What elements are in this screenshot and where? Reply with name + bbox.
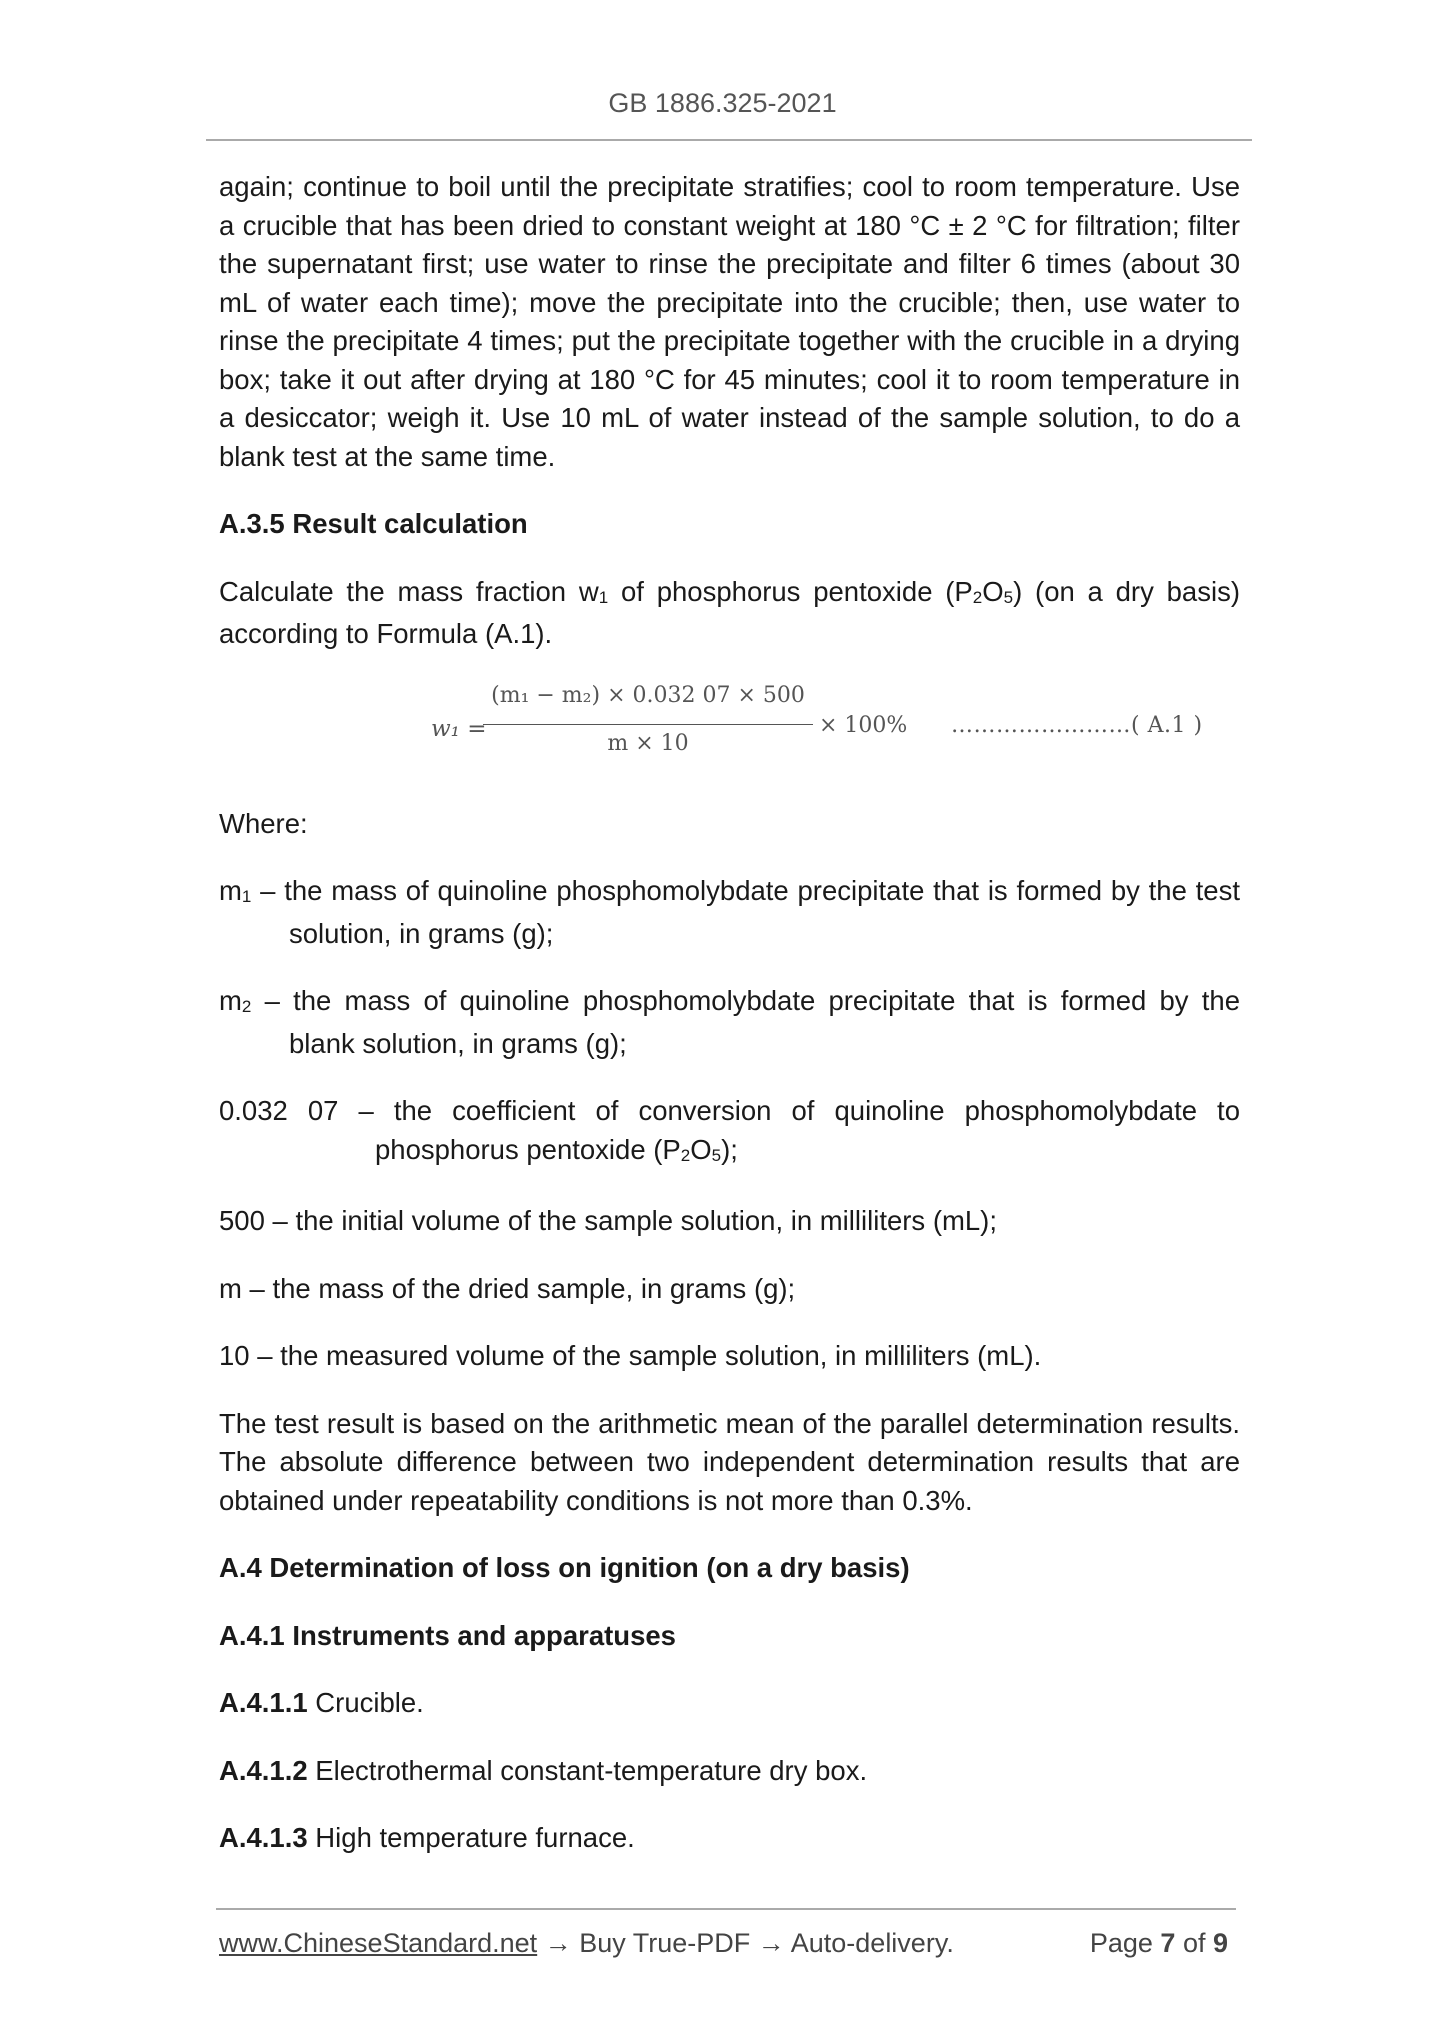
of-label: of (1175, 1928, 1213, 1958)
calc-text-a: Calculate the mass fraction w (219, 575, 599, 607)
calc-sub-3: 5 (1003, 587, 1014, 607)
calc-text-c: O (982, 575, 1004, 607)
header-divider (206, 139, 1252, 141)
definition-m2-text: – the mass of quinoline phosphomolybdate precipitate that is formed by the blank solution, in grams (g); (251, 985, 1240, 1059)
page-total: 9 (1212, 1928, 1228, 1958)
item-text: High temperature furnace. (307, 1822, 635, 1853)
page-body (219, 168, 1240, 1887)
formula-numerator: (m₁ − m₂) × 0.032 07 × 500 (491, 682, 805, 708)
footer-divider (216, 1908, 1236, 1910)
calculation-intro (219, 573, 1240, 654)
formula-reference: ……………………( A.1 ) (951, 712, 1203, 738)
list-item-a413 (219, 1819, 1240, 1858)
definition-10: 10 – the measured volume of the sample solution, in milliliters (mL). (219, 1340, 1042, 1371)
intro-paragraph: again; continue to boil until the precipitate stratifies; cool to room temperature. Use a crucible that has been dried to constant weight at 180 °C ± 2 °C for filtration; filter the supernatant first; use water to rinse the precipitate and filter 6 times (about 30 mL of water each time); move the precipitate into the crucible; then, use water to rinse the precipitate 4 times; put the precipitate together with the crucible in a drying box; take it out after drying at 180 °C for 45 minutes; cool it to room temperature in a desiccator; weigh it. Use 10 mL of water instead of the sample solution, to do a blank test at the same time. (219, 171, 1240, 472)
definition-m2 (219, 982, 1240, 1063)
list-item-a411 (219, 1684, 1240, 1723)
document-header: GB 1886.325-2021 (608, 88, 837, 118)
list-item-a412 (219, 1752, 1240, 1791)
page-number: 7 (1160, 1928, 1176, 1958)
definition-m2-symbol: m (219, 985, 242, 1016)
formula-multiplier: × 100% (819, 712, 908, 738)
calc-text-d: ) (on a dry basis) according to Formula (A.1). (219, 575, 1240, 649)
page-label: Page (1089, 1928, 1161, 1958)
page-indicator (1090, 1928, 1228, 1959)
footer-promo (219, 1928, 954, 1959)
item-text: Electrothermal constant-temperature dry box. (307, 1754, 868, 1786)
item-number: A.4.1.2 (219, 1754, 308, 1786)
section-heading-a35: A.3.5 Result calculation (219, 508, 528, 539)
item-number: A.4.1.3 (219, 1822, 308, 1853)
calc-sub-2: 2 (972, 587, 983, 607)
definition-m1-text: – the mass of quinoline phosphomolybdate precipitate that is formed by the test solution, in grams (g); (251, 875, 1240, 949)
calc-text-b: of phosphorus pentoxide (P (608, 575, 973, 607)
result-paragraph: The test result is based on the arithmetic mean of the parallel determination results. The absolute difference between two independent determination results that are obtained under repeatability conditions is not more than 0.3%. (219, 1407, 1240, 1516)
definition-coefficient-text-a: 0.032 07 – the coefficient of conversion of quinoline phosphomolybdate to phosphorus pentoxide (P (219, 1095, 1240, 1165)
definition-coefficient-text-b: O (690, 1133, 712, 1165)
item-text: Crucible. (307, 1687, 424, 1718)
formula-lhs: w₁ = (431, 715, 487, 742)
definition-m: m – the mass of the dried sample, in grams (g); (219, 1272, 796, 1304)
definition-coefficient (219, 1092, 1240, 1173)
formula-a1 (219, 683, 1240, 773)
footer-promo-text: → Buy True-PDF → Auto-delivery. (537, 1928, 954, 1958)
definition-m1-symbol: m (219, 875, 242, 906)
section-heading-a4: A.4 Determination of loss on ignition (on a dry basis) (219, 1552, 910, 1583)
formula-fraction-bar (483, 724, 813, 725)
definition-coefficient-sub-2: 5 (711, 1145, 722, 1165)
definition-m1 (219, 872, 1240, 953)
definition-coefficient-sub-1: 2 (680, 1145, 691, 1165)
definition-m2-sub: 2 (241, 997, 252, 1016)
where-label: Where: (219, 807, 308, 839)
website-link[interactable]: www.ChineseStandard.net (219, 1928, 538, 1958)
definition-500: 500 – the initial volume of the sample solution, in milliliters (mL); (219, 1205, 997, 1236)
calc-sub-1: 1 (598, 587, 609, 607)
item-number: A.4.1.1 (219, 1687, 308, 1718)
definition-coefficient-text-c: ); (721, 1133, 738, 1165)
definition-m1-sub: 1 (241, 887, 252, 906)
section-heading-a41: A.4.1 Instruments and apparatuses (219, 1619, 676, 1651)
formula-denominator: m × 10 (607, 730, 689, 756)
